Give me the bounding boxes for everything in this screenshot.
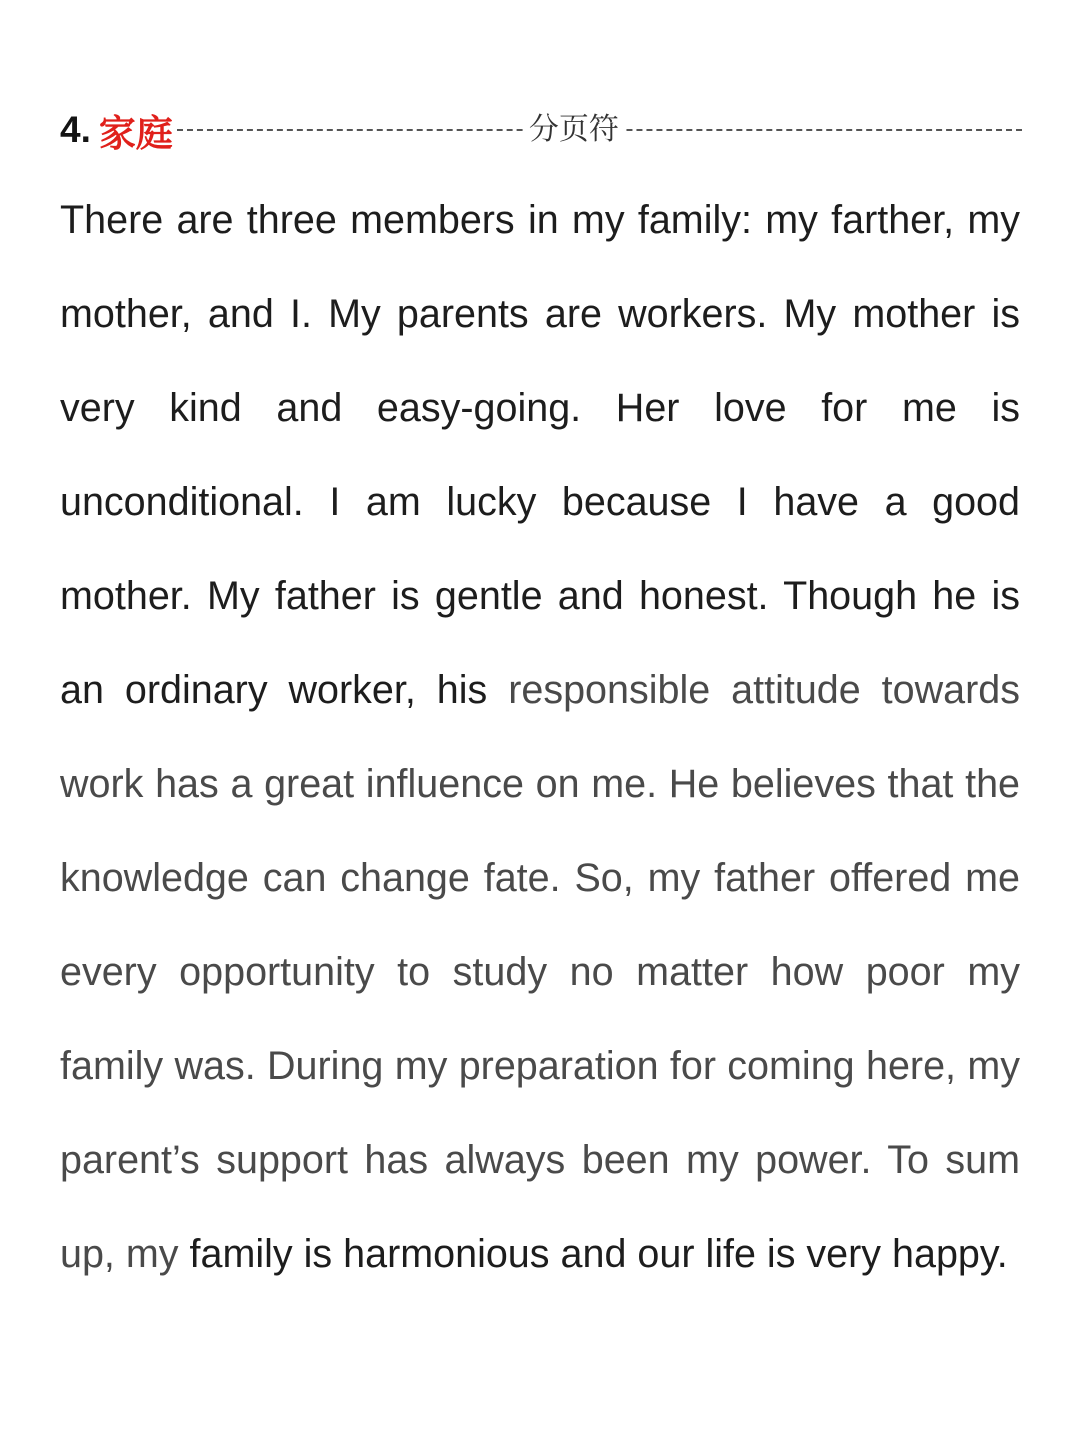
page-break-label: 分页符 — [525, 112, 623, 148]
paragraph-part-1: There are three members in my family: my farther, my mother, and I. My parents are workers. My mother is very kind and easy-going. Her love for me is unconditional. I am lucky because I have a good mother. My father is gentle and honest. Though he is an ordinary worker, his — [60, 198, 1020, 712]
heading-title: 家庭 — [98, 113, 173, 154]
paragraph-part-2: responsible attitude towards work has a great influence on me. He believes that the knowledge can change fate. So, my father offered me every opportunity to study no matter how poor my family was. During my preparation for coming here, my parent’s support has always been my power. To sum up, my — [60, 668, 1020, 1276]
section-heading — [60, 102, 1022, 158]
heading-number: 4. — [60, 109, 91, 150]
page-break-line — [177, 102, 1022, 158]
paragraph-part-3: family is harmonious and our life is very happy. — [189, 1232, 1008, 1276]
essay-paragraph — [60, 173, 1020, 1301]
